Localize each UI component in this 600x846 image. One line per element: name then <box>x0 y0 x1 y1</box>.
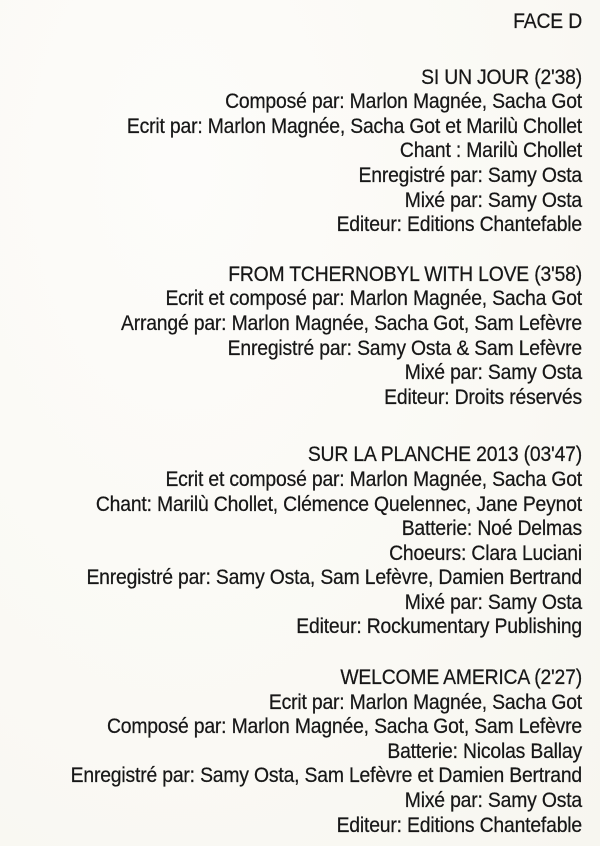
credit-line: Batterie: Noé Delmas <box>401 516 582 541</box>
track-block-from-tchernobyl-with-love <box>60 262 582 410</box>
credit-line: Ecrit par: Marlon Magnée, Sacha Got <box>268 689 582 714</box>
track-block-si-un-jour <box>60 65 582 237</box>
credit-line: Arrangé par: Marlon Magnée, Sacha Got, Sam Lefèvre <box>120 310 582 335</box>
credit-line: Chant : Marilù Chollet <box>399 138 582 163</box>
track-title: SI UN JOUR (2'38) <box>421 64 582 89</box>
credit-line: Choeurs: Clara Luciani <box>389 540 582 565</box>
credit-line: Ecrit et composé par: Marlon Magnée, Sacha Got <box>165 286 582 311</box>
credit-line: Batterie: Nicolas Ballay <box>387 738 582 763</box>
credit-line: Enregistré par: Samy Osta & Sam Lefèvre <box>227 335 583 360</box>
credit-line: Enregistré par: Samy Osta <box>358 162 582 187</box>
credit-line: Mixé par: Samy Osta <box>404 788 582 813</box>
credit-line: Chant: Marilù Chollet, Clémence Quelennec, Jane Peynot <box>95 491 582 516</box>
credit-line: Enregistré par: Samy Osta, Sam Lefèvre, Damien Bertrand <box>86 565 582 590</box>
track-title: WELCOME AMERICA (2'27) <box>340 665 582 690</box>
credit-line: Ecrit par: Marlon Magnée, Sacha Got et Marilù Chollet <box>126 113 583 138</box>
track-block-sur-la-planche-2013 <box>60 442 582 639</box>
credit-line: Composé par: Marlon Magnée, Sacha Got, Sam Lefèvre <box>106 714 582 739</box>
track-title: FROM TCHERNOBYL WITH LOVE (3'58) <box>228 261 582 286</box>
credit-line: Editeur: Droits réservés <box>384 384 582 409</box>
track-block-welcome-america <box>60 665 582 837</box>
liner-notes-page <box>60 0 600 837</box>
credit-line: Composé par: Marlon Magnée, Sacha Got <box>225 89 583 114</box>
face-label: FACE D <box>513 9 582 33</box>
credit-line: Enregistré par: Samy Osta, Sam Lefèvre et Damien Bertrand <box>70 763 583 788</box>
credit-line: Ecrit et composé par: Marlon Magnée, Sacha Got <box>165 466 582 491</box>
credit-line: Editeur: Editions Chantefable <box>336 812 582 837</box>
credit-line: Editeur: Editions Chantefable <box>336 212 582 237</box>
credit-line: Mixé par: Samy Osta <box>404 187 582 212</box>
credit-line: Editeur: Rockumentary Publishing <box>296 614 582 639</box>
credit-line: Mixé par: Samy Osta <box>404 589 582 614</box>
credit-line: Mixé par: Samy Osta <box>404 360 582 385</box>
track-title: SUR LA PLANCHE 2013 (03'47) <box>307 442 582 467</box>
